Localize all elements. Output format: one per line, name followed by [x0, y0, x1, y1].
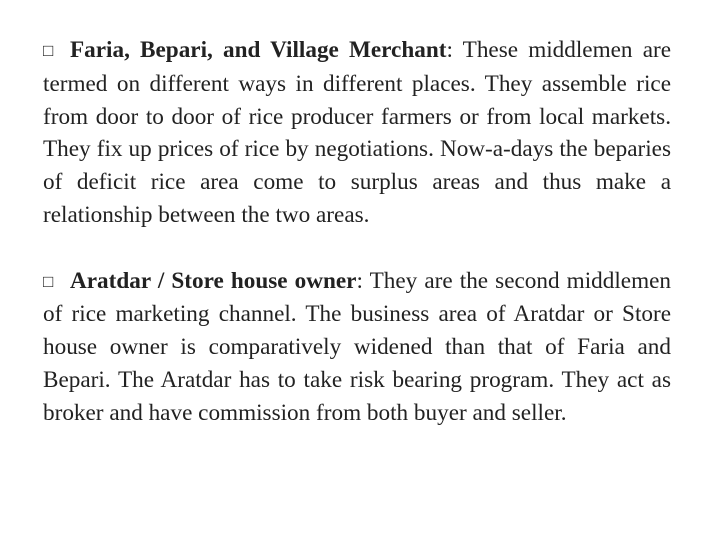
term-separator: : — [356, 267, 363, 294]
paragraph-body: These middlemen are termed on different ways in different places. They assemble rice from door to door of rice producer farmers or from local markets. They fix up prices of rice by negotiations. Now-a-days the beparies of deficit rice area come to surplus areas and thus make a relationship between the two areas. — [43, 37, 671, 228]
square-bullet-icon: □ — [43, 271, 54, 291]
paragraph-faria-bepari — [43, 34, 671, 232]
square-bullet-icon: □ — [43, 41, 54, 60]
paragraph-aratdar — [43, 265, 671, 430]
document-page — [43, 34, 671, 430]
paragraph-body: They are the second middlemen of rice marketing channel. The business area of Aratdar or Store house owner is comparatively widened than that of Faria and Bepari. The Aratdar has to take risk bearing program. They act as broker and have commission from both buyer and seller. — [43, 267, 671, 426]
term-separator: : — [446, 37, 453, 63]
paragraph-term: Aratdar / Store house owner — [70, 267, 357, 294]
paragraph-term: Faria, Bepari, and Village Merchant — [70, 37, 447, 63]
